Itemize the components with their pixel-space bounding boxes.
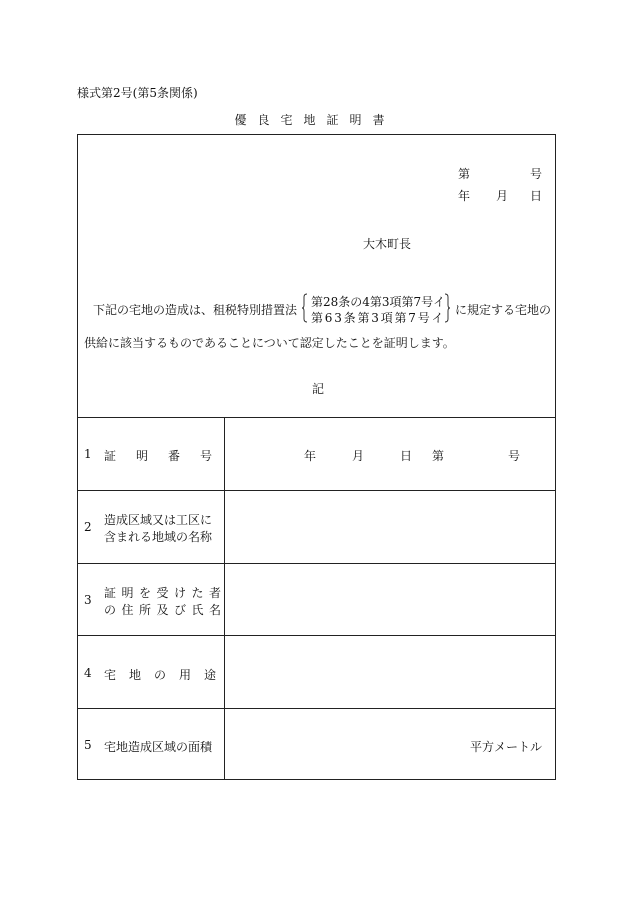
form-number-label: 様式第2号(第5条関係): [77, 86, 198, 100]
statement-line2: 供給に該当するものであることについて認定したことを証明します。: [84, 336, 455, 350]
issuer-name: 大木町長: [363, 237, 412, 251]
row-5-label: 宅地造成区域の面積: [104, 740, 213, 754]
row-1-month: 月: [352, 449, 365, 463]
right-brace-icon: [444, 293, 450, 323]
row-2-label-line1: 造成区域又は工区に: [104, 513, 213, 527]
row-1-go: 号: [508, 449, 521, 463]
row-divider-4: [78, 708, 555, 709]
row-divider-2: [78, 563, 555, 564]
statement-article-63: 第63条第3項第7号イ: [311, 311, 446, 325]
row-1-year: 年: [304, 449, 317, 463]
document-title: 優良宅地証明書: [234, 113, 396, 127]
row-3-number: 3: [84, 593, 92, 607]
row-5-unit: 平方メートル: [470, 740, 543, 754]
row-1-number: 1: [84, 447, 92, 461]
row-1-dai: 第: [432, 449, 445, 463]
date-year: 年: [458, 189, 471, 203]
row-3-label-line2: の住所及び氏名: [104, 603, 227, 617]
cert-no-go: 号: [530, 167, 543, 181]
date-month: 月: [496, 189, 509, 203]
row-divider-1: [78, 490, 555, 491]
cert-no-dai: 第: [458, 167, 471, 181]
row-2-label-line2: 含まれる地域の名称: [104, 530, 213, 544]
row-1-day: 日: [400, 449, 413, 463]
date-day: 日: [530, 189, 543, 203]
row-divider-3: [78, 635, 555, 636]
certification-statement: [93, 293, 563, 323]
statement-prefix: 下記の宅地の造成は、租税特別措置法: [93, 303, 298, 317]
statement-suffix: に規定する宅地の: [455, 303, 552, 317]
row-4-number: 4: [84, 666, 92, 680]
ki-heading: 記: [312, 382, 325, 396]
row-2-number: 2: [84, 520, 92, 534]
certificate-frame: [77, 134, 556, 780]
statement-article-28: 第28条の4第3項第7号イ: [311, 295, 446, 309]
table-top-divider: [78, 417, 555, 418]
left-brace-icon: [302, 293, 308, 323]
row-4-label: 宅地の用途: [104, 668, 230, 682]
row-1-label: 証明番号: [104, 449, 233, 463]
row-5-number: 5: [84, 738, 92, 752]
row-3-label-line1: 証明を受けた者: [104, 586, 227, 600]
